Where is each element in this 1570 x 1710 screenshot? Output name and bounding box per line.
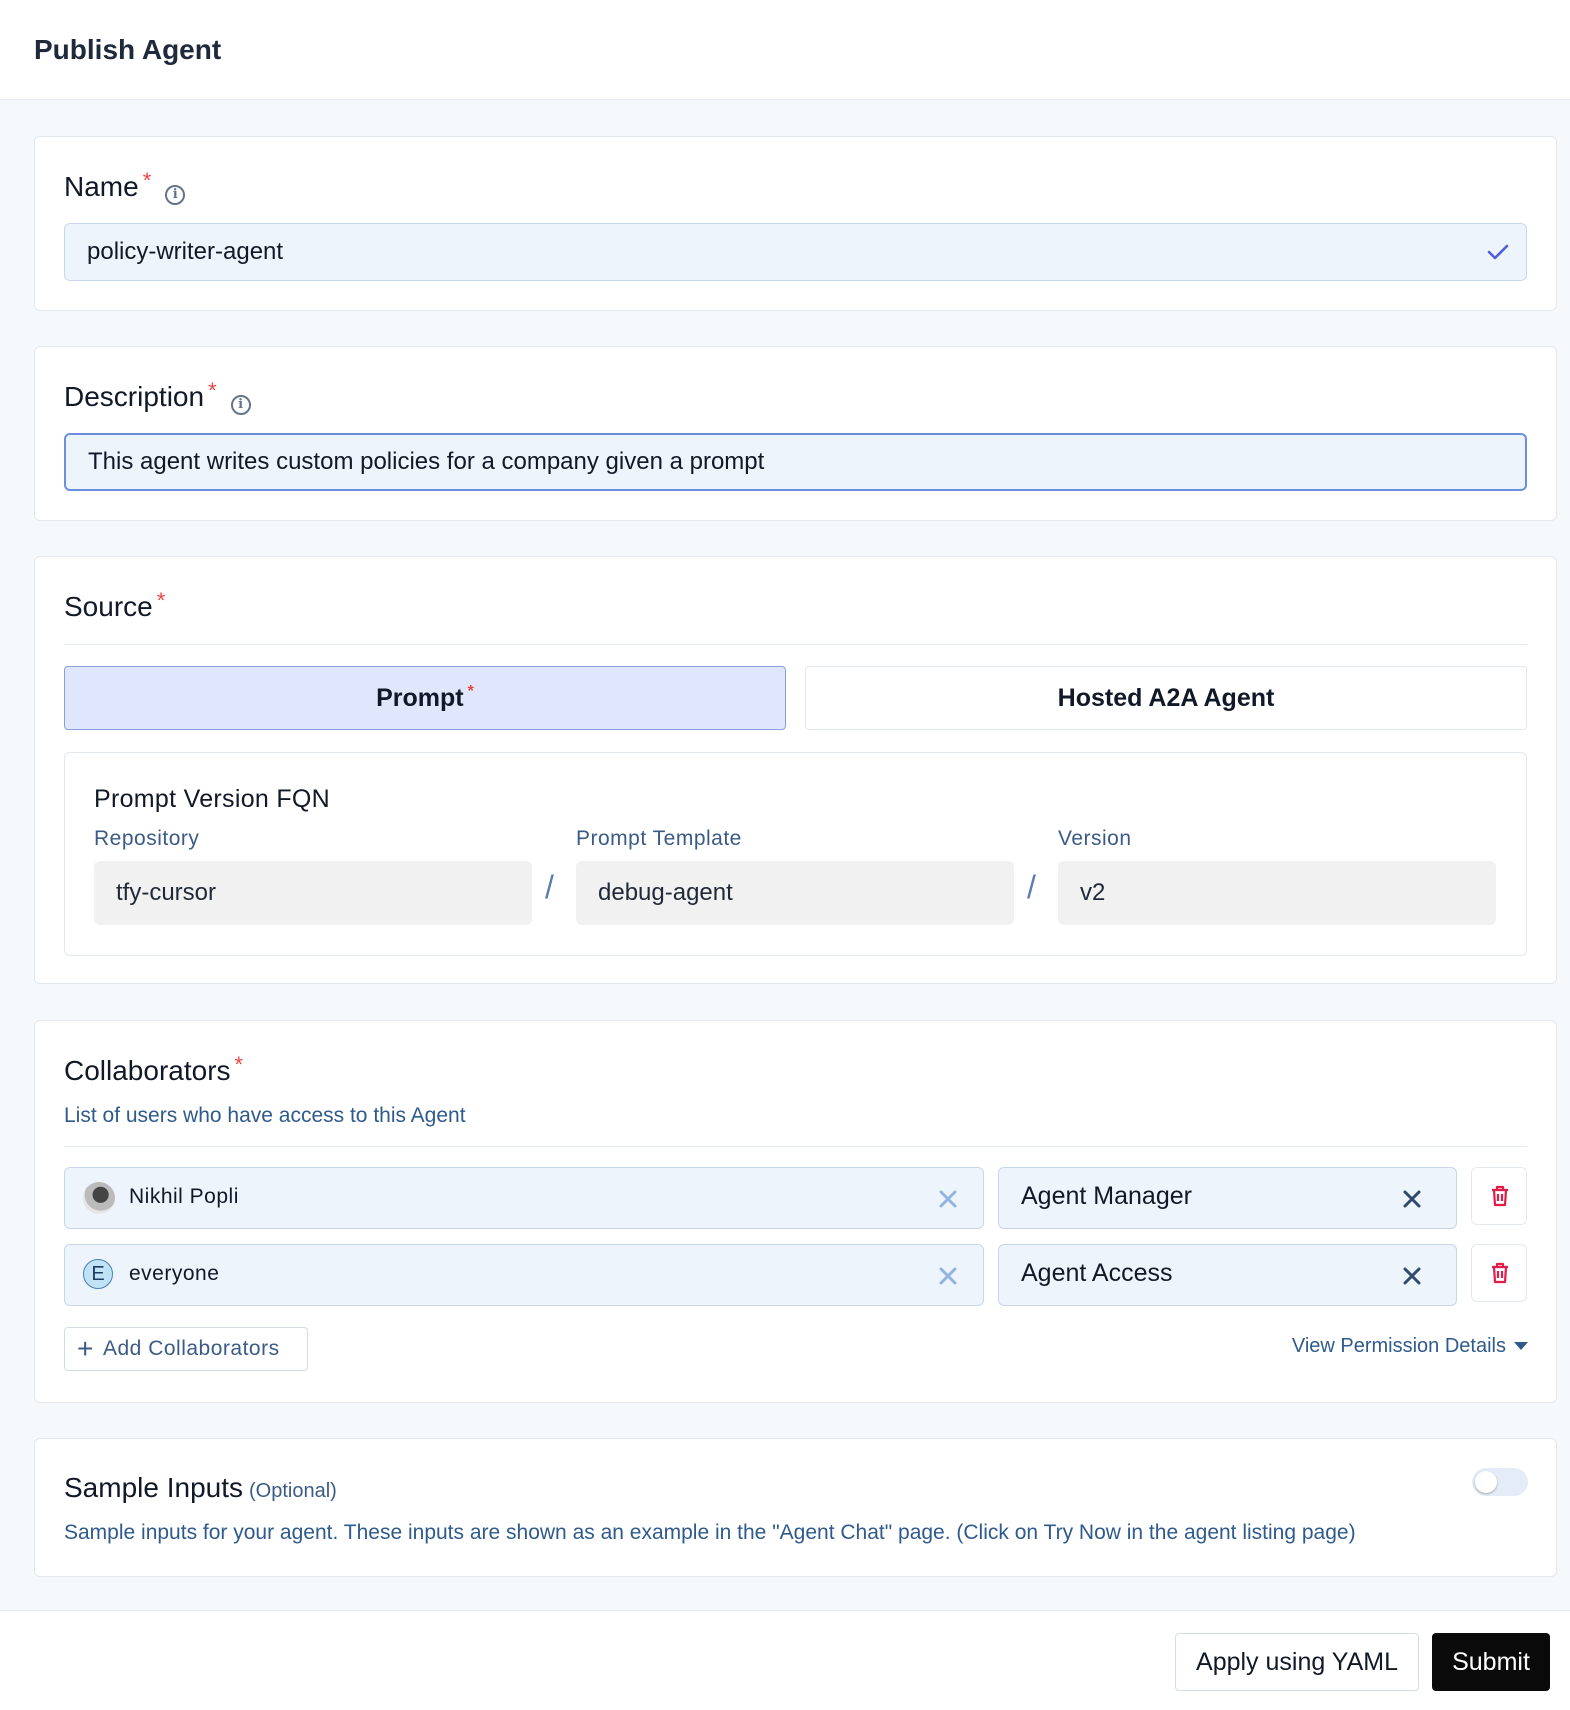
- separator: /: [545, 869, 554, 905]
- version-field[interactable]: [1058, 861, 1496, 925]
- collaborators-label: [64, 1052, 244, 1087]
- separator: /: [1027, 869, 1036, 905]
- divider: [64, 1146, 1527, 1147]
- sample-inputs-label-text: Sample Inputs: [64, 1472, 243, 1503]
- tab-prompt[interactable]: [64, 666, 786, 730]
- sample-inputs-toggle[interactable]: [1472, 1468, 1528, 1496]
- permission-link-label: View Permission Details: [1291, 1335, 1506, 1357]
- required-mark: *: [467, 683, 474, 700]
- clear-icon[interactable]: [937, 1188, 959, 1210]
- description-label-text: Description: [64, 381, 205, 412]
- required-mark: *: [234, 1052, 244, 1077]
- name-label-text: Name: [64, 171, 139, 202]
- apply-using-yaml-button[interactable]: Apply using YAML: [1175, 1633, 1419, 1691]
- version-label: Version: [1058, 827, 1132, 850]
- divider: [64, 644, 1527, 645]
- submit-button[interactable]: Submit: [1432, 1633, 1550, 1691]
- caret-down-icon: [1514, 1342, 1528, 1350]
- tab-hosted-a2a-agent[interactable]: [805, 666, 1527, 730]
- source-card: [34, 556, 1557, 984]
- footer: [0, 1610, 1570, 1710]
- description-label: [64, 378, 251, 413]
- sample-inputs-description: Sample inputs for your agent. These inputs are shown as an example in the "Agent Chat" page. (Click on Try Now in the agent listing page): [64, 1521, 1356, 1544]
- toggle-knob: [1475, 1471, 1497, 1493]
- top-bar: [0, 0, 1570, 100]
- tab-hosted-a2a-label: Hosted A2A Agent: [1057, 684, 1275, 712]
- page-title: Publish Agent: [34, 34, 222, 65]
- collaborator-user-select[interactable]: [64, 1244, 984, 1306]
- prompt-template-label: Prompt Template: [576, 827, 742, 850]
- collaborators-subtitle: List of users who have access to this Agent: [64, 1104, 466, 1127]
- version-value: v2: [1080, 879, 1106, 906]
- source-label-text: Source: [64, 591, 153, 622]
- name-card: [34, 136, 1557, 311]
- collaborator-name: everyone: [129, 1262, 220, 1285]
- add-collaborators-button[interactable]: [64, 1327, 308, 1371]
- clear-icon[interactable]: [1401, 1265, 1423, 1287]
- fqn-title: Prompt Version FQN: [94, 785, 331, 813]
- clear-icon[interactable]: [937, 1265, 959, 1287]
- trash-icon: [1488, 1184, 1512, 1208]
- plus-icon: +: [77, 1333, 94, 1364]
- name-label: [64, 168, 185, 203]
- collaborator-role-select[interactable]: [998, 1167, 1457, 1229]
- description-card: [34, 346, 1557, 521]
- add-collaborators-label: Add Collaborators: [103, 1337, 280, 1360]
- name-input[interactable]: [64, 223, 1527, 281]
- collaborators-label-text: Collaborators: [64, 1055, 231, 1086]
- avatar: E: [83, 1259, 113, 1289]
- required-mark: *: [156, 588, 166, 613]
- required-mark: *: [208, 378, 217, 403]
- collaborator-role: Agent Manager: [1021, 1182, 1192, 1210]
- info-icon[interactable]: i: [231, 395, 251, 415]
- required-mark: *: [142, 168, 152, 193]
- clear-icon[interactable]: [1401, 1188, 1423, 1210]
- collaborators-card: [34, 1020, 1557, 1403]
- trash-icon: [1488, 1261, 1512, 1285]
- info-icon[interactable]: i: [165, 185, 185, 205]
- collaborator-role-select[interactable]: [998, 1244, 1457, 1306]
- source-label: [64, 588, 166, 623]
- optional-label: (Optional): [249, 1480, 337, 1502]
- prompt-template-field[interactable]: [576, 861, 1014, 925]
- sample-inputs-label: [64, 1472, 337, 1504]
- prompt-version-fqn-panel: [64, 752, 1527, 956]
- name-input-value: policy-writer-agent: [87, 238, 284, 265]
- repository-label: Repository: [94, 827, 200, 850]
- description-input[interactable]: [64, 433, 1527, 491]
- collaborator-user-select[interactable]: [64, 1167, 984, 1229]
- repository-value: tfy-cursor: [116, 879, 217, 906]
- collaborator-name: Nikhil Popli: [129, 1185, 239, 1208]
- view-permission-details-link[interactable]: [1292, 1335, 1528, 1358]
- collaborator-role: Agent Access: [1021, 1259, 1173, 1287]
- delete-collaborator-button[interactable]: [1471, 1244, 1527, 1302]
- prompt-template-value: debug-agent: [598, 879, 733, 906]
- tab-prompt-label: Prompt: [376, 684, 464, 712]
- sample-inputs-card: [34, 1438, 1557, 1577]
- delete-collaborator-button[interactable]: [1471, 1167, 1527, 1225]
- repository-field[interactable]: [94, 861, 532, 925]
- avatar: [83, 1182, 115, 1214]
- check-icon: [1486, 240, 1510, 264]
- description-input-value: This agent writes custom policies for a company given a prompt: [88, 448, 765, 475]
